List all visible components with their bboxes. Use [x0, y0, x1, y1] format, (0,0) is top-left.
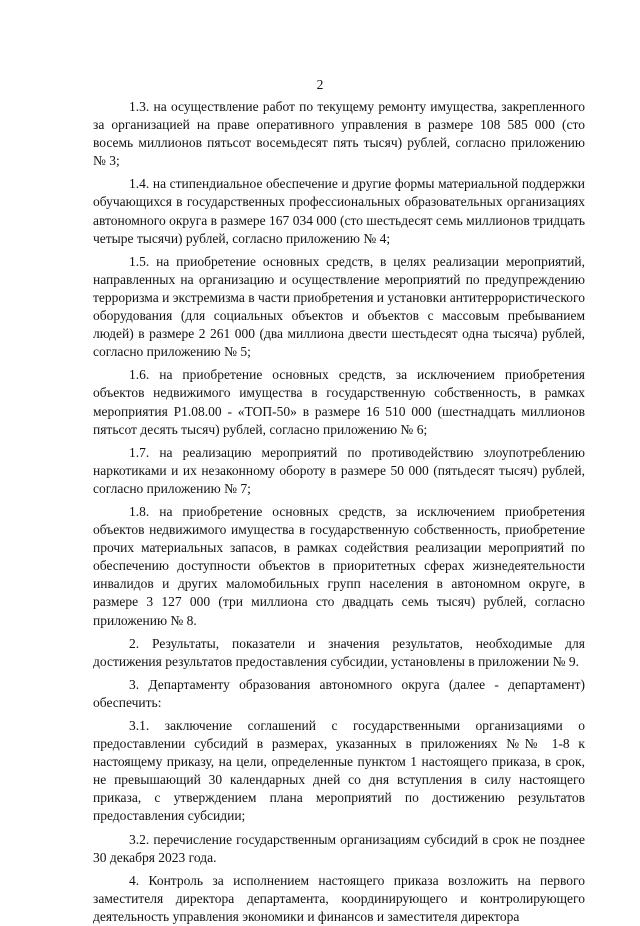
paragraph-3-2: 3.2. перечисление государственным организациям субсидий в срок не позднее 30 декабря 2023 года.: [93, 831, 585, 865]
paragraph-1-7: 1.7. на реализацию мероприятий по противодействию злоупотреблению наркотиками и их незаконному обороту в размере 50 000 (пятьдесят тысяч) рублей, согласно приложению № 7;: [93, 444, 585, 496]
paragraph-1-5: 1.5. на приобретение основных средств, в целях реализации мероприятий, направленных на организацию и осуществление мероприятий по предупреждению терроризма и экстремизма в части приобретения и установки антитеррористического оборудования (для социальных объектов и объектов с массовым пребыванием людей) в размере 2 261 000 (два миллиона двести шестьдесят одна тысяча) рублей, согласно приложению № 5;: [93, 253, 585, 360]
paragraph-1-3: 1.3. на осуществление работ по текущему ремонту имущества, закрепленного за организацией на праве оперативного управления в размере 108 585 000 (сто восемь миллионов пятьсот восемьдесят пять тысяч) рублей, согласно приложению № 3;: [93, 99, 585, 169]
paragraph-1-8: 1.8. на приобретение основных средств, за исключением приобретения объектов недвижимого имущества в государственную собственность, приобретение прочих материальных запасов, в рамках содействия реализации мероприятий по обеспечению доступности объектов в приоритетных сферах жизнедеятельности инвалидов и других маломобильных групп населения в автономном округе, в размере 3 127 000 (три миллиона сто двадцать семь тысяч) рублей, согласно приложению № 8.: [93, 503, 585, 628]
paragraph-1-6: 1.6. на приобретение основных средств, за исключением приобретения объектов недвижимого имущества в государственную собственность, в рамках мероприятия Р1.08.00 - «ТОП-50» в размере 16 510 000 (шестнадцать миллионов пятьсот десять тысяч) рублей, согласно приложению № 6;: [93, 367, 585, 437]
paragraph-1-4: 1.4. на стипендиальное обеспечение и другие формы материальной поддержки обучающихся в государственных профессиональных образовательных организациях автономного округа в размере 167 034 000 (сто шестьдесят семь миллионов тридцать четыре тысячи) рублей, согласно приложению № 4;: [93, 176, 585, 246]
page-number: 2: [316, 77, 324, 92]
paragraph-3: 3. Департаменту образования автономного округа (далее - департамент) обеспечить:: [93, 676, 585, 710]
paragraph-2: 2. Результаты, показатели и значения результатов, необходимые для достижения результатов предоставления субсидии, установлены в приложении № 9.: [93, 635, 585, 669]
document-body: [93, 98, 585, 926]
paragraph-4: 4. Контроль за исполнением настоящего приказа возложить на первого заместителя директора департамента, координирующего и контролирующего деятельность управления экономики и финансов и заместителя директора: [93, 872, 585, 924]
paragraph-3-1: 3.1. заключение соглашений с государственными организациями о предоставлении субсидий в размерах, указанных в приложениях №№ 1-8 к настоящему приказу, на цели, определенные пунктом 1 настоящего приказа, в срок, не превышающий 30 календарных дней со дня вступления в силу настоящего приказа, с утверждением плана мероприятий по достижению результатов предоставления субсидии;: [93, 718, 585, 824]
